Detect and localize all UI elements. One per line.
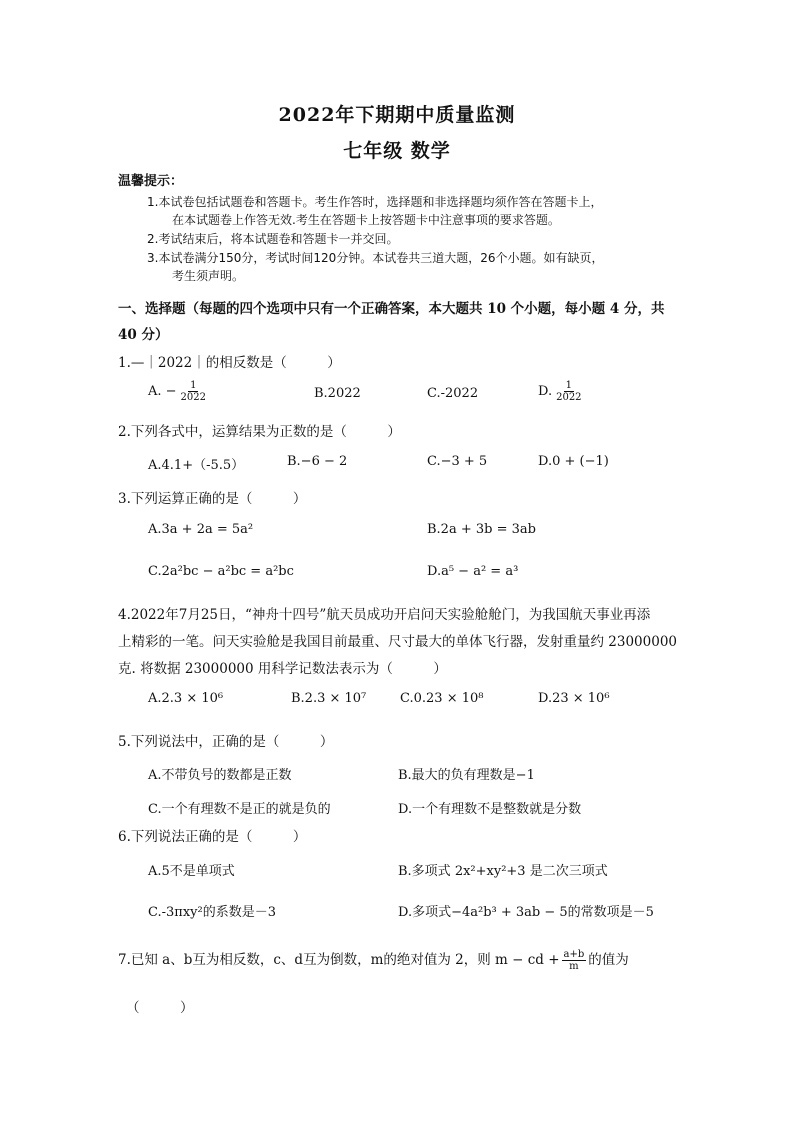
fraction-denominator: 2022 (180, 392, 206, 403)
hint-heading: 温馨提示： (118, 174, 184, 189)
fraction (562, 949, 587, 972)
question-4-option-b: B.2.3 × 10⁷ (291, 691, 367, 706)
question-4-line-1: 4.2022年7月25日，“神舟十四号”航天员成功开启问天实验舱舱门，为我国航天事业再添 (118, 607, 651, 623)
fraction-numerator: 1 (190, 380, 197, 391)
question-4-option-c: C.0.23 × 10⁸ (400, 691, 484, 706)
question-5-option-d: D.一个有理数不是整数就是分数 (398, 802, 582, 817)
question-6-option-c: C.-3πxy²的系数是－3 (148, 905, 276, 920)
question-7-stem-suffix: 的值为 (588, 952, 629, 968)
fraction-denominator: 2022 (556, 392, 582, 403)
question-1-option-b: B.2022 (314, 386, 361, 401)
question-3-option-c: C.2a²bc − a²bc = a²bc (148, 564, 294, 579)
hint-1b: 在本试题卷上作答无效.考生在答题卡上按答题卡中注意事项的要求答题。 (172, 213, 560, 227)
question-5-stem: 5.下列说法中，正确的是（ ） (118, 734, 334, 750)
question-1-stem: 1.—｜2022｜的相反数是（ ） (118, 355, 341, 371)
question-7-stem (118, 948, 629, 972)
question-6-option-b: B.多项式 2x²+xy²+3 是二次三项式 (398, 864, 608, 879)
section-1-heading-cont: 40 分） (118, 327, 169, 343)
section-1-heading: 一、选择题（每题的四个选项中只有一个正确答案，本大题共 10 个小题，每小题 4 分，共 (118, 301, 665, 317)
question-2-stem: 2.下列各式中，运算结果为正数的是（ ） (118, 424, 401, 440)
question-2-option-c: C.−3 + 5 (427, 454, 488, 469)
fraction-numerator: 1 (565, 380, 572, 391)
question-4-option-a: A.2.3 × 10⁶ (148, 691, 224, 706)
question-5-option-b: B.最大的负有理数是−1 (398, 768, 535, 783)
question-3-option-b: B.2a + 3b = 3ab (427, 522, 536, 537)
question-2-option-b: B.−6 − 2 (287, 454, 348, 469)
exam-title: 2022年下期期中质量监测 (278, 104, 516, 126)
exam-subtitle: 七年级 数学 (343, 140, 451, 162)
question-4-line-3: 克. 将数据 23000000 用科学记数法表示为（ ） (118, 661, 447, 677)
question-5-option-a: A.不带负号的数都是正数 (148, 768, 292, 783)
fraction (554, 380, 583, 403)
question-1-option-a (148, 380, 210, 403)
question-3-option-d: D.a⁵ − a² = a³ (427, 564, 519, 579)
question-3-option-a: A.3a + 2a = 5a² (148, 522, 254, 537)
question-4-option-d: D.23 × 10⁶ (538, 691, 610, 706)
question-1-option-c: C.-2022 (427, 386, 479, 401)
question-7-stem-prefix: 7.已知 a、b互为相反数，c、d互为倒数，m的绝对值为 2，则 m − cd + (118, 952, 560, 968)
fraction-denominator: m (569, 961, 579, 972)
fraction-numerator: a+b (563, 949, 585, 960)
question-6-option-a: A.5不是单项式 (148, 864, 235, 879)
question-2-option-d: D.0 + (−1) (538, 454, 609, 469)
question-6-stem: 6.下列说法正确的是（ ） (118, 829, 307, 845)
question-3-stem: 3.下列运算正确的是（ ） (118, 491, 307, 507)
question-2-option-a: A.4.1+（-5.5） (148, 458, 245, 473)
option-a-prefix: A. − (148, 384, 177, 399)
question-5-option-c: C.一个有理数不是正的就是负的 (148, 802, 331, 817)
question-7-answer-paren: （ ） (126, 1000, 194, 1016)
question-4-line-2: 上精彩的一笔。问天实验舱是我国目前最重、尺寸最大的单体飞行器，发射重量约 23000000 (118, 634, 678, 650)
fraction (179, 380, 208, 403)
hint-3b: 考生须声明。 (172, 269, 245, 283)
hint-2: 2.考试结束后，将本试题卷和答题卡一并交回。 (147, 232, 399, 246)
hint-3a: 3.本试卷满分150分，考试时间120分钟。本试卷共三道大题，26个小题。如有缺页， (147, 251, 604, 265)
question-1-option-d (538, 380, 586, 403)
hint-1a: 1.本试卷包括试题卷和答题卡。考生作答时，选择题和非选择题均须作答在答题卡上， (147, 195, 603, 209)
question-6-option-d: D.多项式−4a²b³ + 3ab − 5的常数项是－5 (398, 905, 654, 920)
option-d-prefix: D. (538, 384, 553, 399)
